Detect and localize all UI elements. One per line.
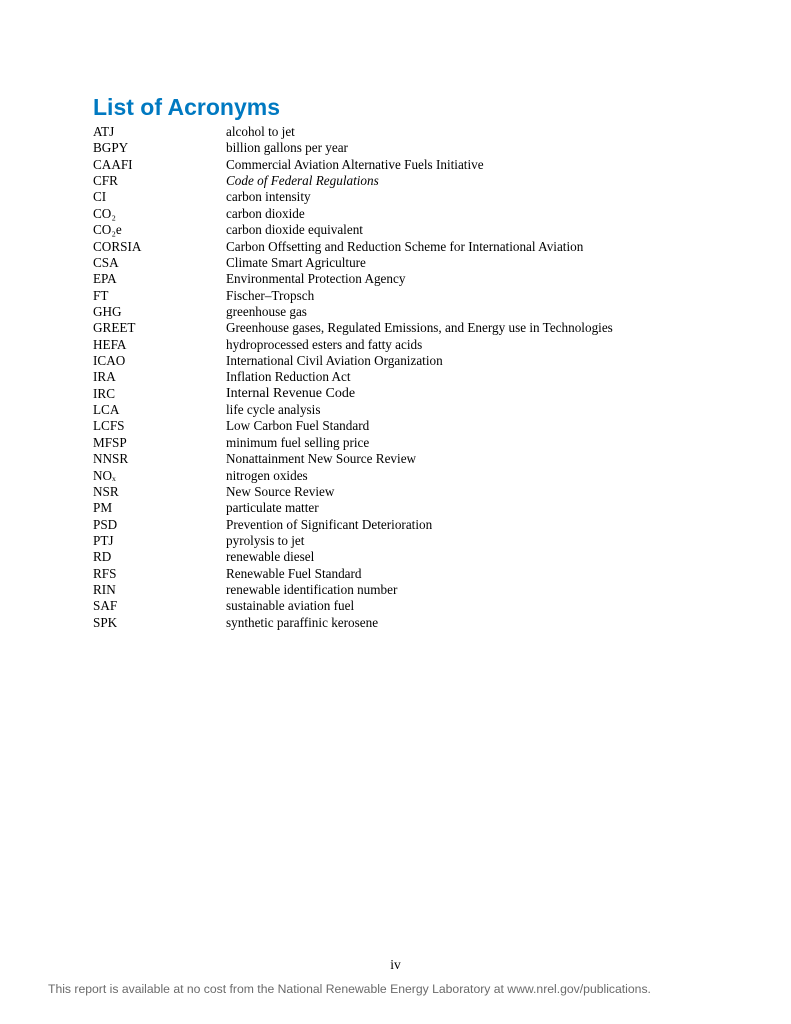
acronym-definition: Code of Federal Regulations xyxy=(226,173,379,189)
acronym-abbr: FT xyxy=(93,287,109,303)
acronym-definition: Nonattainment New Source Review xyxy=(226,451,417,467)
acronym-abbr: IRC xyxy=(93,385,115,401)
acronym-definition: International Civil Aviation Organization xyxy=(226,353,443,369)
acronym-row xyxy=(93,157,613,173)
acronym-definition: hydroprocessed esters and fatty acids xyxy=(226,336,423,352)
acronym-definition: renewable diesel xyxy=(226,549,315,565)
acronym-abbr: CO₂e xyxy=(93,222,122,238)
acronym-abbr: IRA xyxy=(93,369,116,385)
acronym-row xyxy=(93,566,613,582)
acronym-definition: nitrogen oxides xyxy=(226,467,308,483)
acronym-abbr: GREET xyxy=(93,320,136,336)
acronym-definition: Renewable Fuel Standard xyxy=(226,565,362,581)
acronym-abbr: MFSP xyxy=(93,434,127,450)
acronym-abbr: HEFA xyxy=(93,336,127,352)
acronym-abbr: CAAFI xyxy=(93,156,133,172)
acronym-abbr: CORSIA xyxy=(93,238,142,254)
acronym-definition: life cycle analysis xyxy=(226,402,321,418)
acronym-definition: carbon intensity xyxy=(226,189,311,205)
page-title: List of Acronyms xyxy=(93,94,281,120)
acronym-row xyxy=(93,239,613,255)
acronym-abbr: PSD xyxy=(93,516,118,532)
acronym-row xyxy=(93,337,613,353)
acronym-abbr: CSA xyxy=(93,254,119,270)
acronym-row xyxy=(93,255,613,271)
acronym-row xyxy=(93,435,613,451)
acronym-row xyxy=(93,533,613,549)
acronym-abbr: ATJ xyxy=(93,124,115,139)
acronym-definition: Low Carbon Fuel Standard xyxy=(226,418,370,434)
acronym-abbr: PTJ xyxy=(93,532,114,548)
acronym-row xyxy=(93,320,613,336)
acronym-row xyxy=(93,222,613,238)
acronym-definition: Environmental Protection Agency xyxy=(226,271,406,287)
acronym-abbr: RFS xyxy=(93,565,117,581)
acronym-row xyxy=(93,206,613,222)
acronym-abbr: LCFS xyxy=(93,418,125,434)
acronym-definition: Inflation Reduction Act xyxy=(226,369,351,385)
acronym-definition: alcohol to jet xyxy=(226,124,295,139)
acronym-abbr: SPK xyxy=(93,614,118,630)
acronym-definition: Internal Revenue Code xyxy=(226,385,356,401)
acronym-abbr: GHG xyxy=(93,303,122,319)
acronym-row xyxy=(93,418,613,434)
acronym-abbr: NOₓ xyxy=(93,467,116,483)
acronym-abbr: CI xyxy=(93,189,107,205)
acronym-row xyxy=(93,549,613,565)
acronym-row xyxy=(93,451,613,467)
acronym-row xyxy=(93,468,613,484)
acronym-list xyxy=(93,124,613,631)
acronym-definition: Greenhouse gases, Regulated Emissions, and Energy use in Technologies xyxy=(226,320,613,336)
acronym-abbr: NNSR xyxy=(93,451,129,467)
acronym-row xyxy=(93,598,613,614)
acronym-definition: synthetic paraffinic kerosene xyxy=(226,614,379,630)
acronym-row xyxy=(93,173,613,189)
acronym-row xyxy=(93,140,613,156)
acronym-row xyxy=(93,271,613,287)
acronym-abbr: ICAO xyxy=(93,353,126,369)
acronym-abbr: RD xyxy=(93,549,112,565)
acronym-row xyxy=(93,484,613,500)
acronym-abbr: BGPY xyxy=(93,140,129,156)
acronym-definition: greenhouse gas xyxy=(226,303,307,319)
acronym-row xyxy=(93,386,613,402)
acronym-row xyxy=(93,615,613,631)
acronym-abbr: SAF xyxy=(93,598,118,614)
acronym-row xyxy=(93,517,613,533)
acronym-definition: Commercial Aviation Alternative Fuels Initiative xyxy=(226,156,484,172)
acronym-row xyxy=(93,304,613,320)
acronym-definition: Carbon Offsetting and Reduction Scheme for International Aviation xyxy=(226,238,584,254)
acronym-row xyxy=(93,288,613,304)
acronym-row xyxy=(93,500,613,516)
acronym-definition: renewable identification number xyxy=(226,582,398,598)
acronym-row xyxy=(93,402,613,418)
acronym-row xyxy=(93,189,613,205)
acronym-definition: Prevention of Significant Deterioration xyxy=(226,516,433,532)
acronym-definition: New Source Review xyxy=(226,483,335,499)
acronym-definition: Climate Smart Agriculture xyxy=(226,254,366,270)
acronym-row xyxy=(93,353,613,369)
acronym-definition: sustainable aviation fuel xyxy=(226,598,355,614)
acronym-row xyxy=(93,582,613,598)
footer-notice: This report is available at no cost from the National Renewable Energy Laboratory at www.nrel.gov/publications. xyxy=(48,982,651,996)
acronym-abbr: RIN xyxy=(93,582,116,598)
acronym-abbr: EPA xyxy=(93,271,117,287)
acronym-abbr: NSR xyxy=(93,483,119,499)
acronym-definition: particulate matter xyxy=(226,500,319,516)
acronym-abbr: CO₂ xyxy=(93,205,116,221)
acronym-abbr: PM xyxy=(93,500,113,516)
acronym-definition: minimum fuel selling price xyxy=(226,434,370,450)
acronym-definition: carbon dioxide xyxy=(226,205,305,221)
acronym-definition: billion gallons per year xyxy=(226,140,348,156)
acronym-definition: Fischer–Tropsch xyxy=(226,287,315,303)
page-number: iv xyxy=(390,957,401,972)
acronym-definition: pyrolysis to jet xyxy=(226,532,305,548)
acronym-abbr: LCA xyxy=(93,402,120,418)
acronym-row xyxy=(93,124,613,140)
acronym-abbr: CFR xyxy=(93,173,118,189)
acronym-definition: carbon dioxide equivalent xyxy=(226,222,363,238)
acronym-row xyxy=(93,369,613,385)
